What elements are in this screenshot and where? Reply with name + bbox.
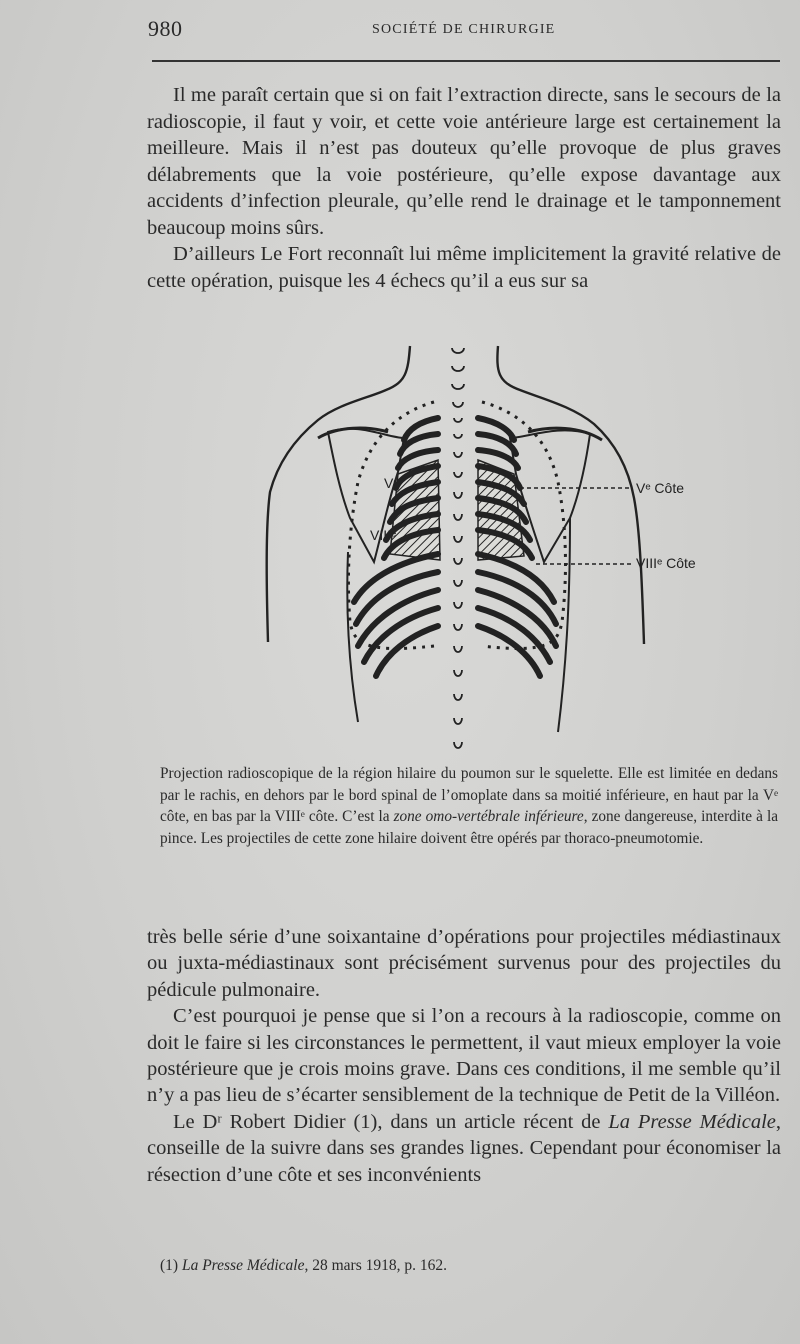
label-v-rib-left: Vᵉ [384,475,399,491]
label-viii-cote: VIIIᵉ Côte [636,555,696,571]
caption-italic: zone omo-vertébrale inférieure [393,808,584,826]
page-header [148,16,780,44]
paragraph-extraction: Il me paraît certain que si on fait l’extraction directe, sans le secours de la radioscopie, il faut y voir, et cette voie antérieure large est certainement la meilleure. Mais il n’est pas douteux qu’elle provoque de plus graves délabrements que la voie postérieure, qu’elle expose davantage aux accidents d’infection pleurale, qu’elle rend le drainage et le tamponnement beaucoup moins sûrs. [147,84,781,239]
caption-text-2: , zone dangereuse, interdite à la pince. Les projectiles de cette zone hilaire doivent être opérés par thoraco-pneumotomie. [160,808,778,847]
body-text-top [147,82,781,294]
header-rule [152,60,780,62]
paragraph-didier-end: , conseille de la suivre dans ses grandes lignes. Cependant pour économiser la résection d’une côte et ses inconvénients [147,1110,782,1186]
caption-text-1: Projection radioscopique de la région hilaire du poumon sur le squelette. Elle est limitée en dedans par le rachis, en dehors par le bord spinal de l’omoplate dans sa moitié inférieure, en haut par la Vᵉ côte, en bas par la VIIIᵉ côte. C’est la [160,765,778,826]
paragraph-serie: très belle série d’une soixantaine d’opérations pour projectiles médiastinaux ou juxta-médiastinaux sont précisément survenus pour des projectiles du pédicule pulmonaire. [147,926,781,1001]
thorax-figure [258,342,710,760]
footnote [160,1257,447,1275]
footnote-italic: La Presse Médicale [181,1257,305,1274]
paragraph-radioscopie: C’est pourquoi je pense que si l’on a recours à la radioscopie, comme on doit le faire si les circonstances le permettent, il vaut mieux employer la voie postérieure que je crois moins grave. Dans ces conditions, il me semble qu’il n’y a pas lieu de s’écarter sensiblement de la technique de Petit de la Villéon. [147,1005,781,1107]
neck-left-line [267,346,410,642]
paragraph-didier [147,1109,781,1188]
figure-caption [160,763,778,849]
paragraph-didier-start: Le Dʳ Robert Didier (1), dans un article récent de [173,1110,609,1133]
footnote-marker: (1) [160,1257,182,1274]
page-number: 980 [148,16,183,41]
running-head: SOCIÉTÉ DE CHIRURGIE [372,22,556,37]
footnote-rest: , 28 mars 1918, p. 162. [304,1257,448,1274]
body-text-bottom [147,924,781,1188]
label-v-cote: Vᵉ Côte [636,480,685,496]
paragraph-didier-italic: La Presse Médicale [608,1110,776,1133]
paragraph-le-fort: D’ailleurs Le Fort reconnaît lui même implicitement la gravité relative de cette opération, puisque les 4 échecs qu’il a eus sur sa [147,243,781,292]
label-viii-rib-left: VIIIᵉ [370,527,397,543]
